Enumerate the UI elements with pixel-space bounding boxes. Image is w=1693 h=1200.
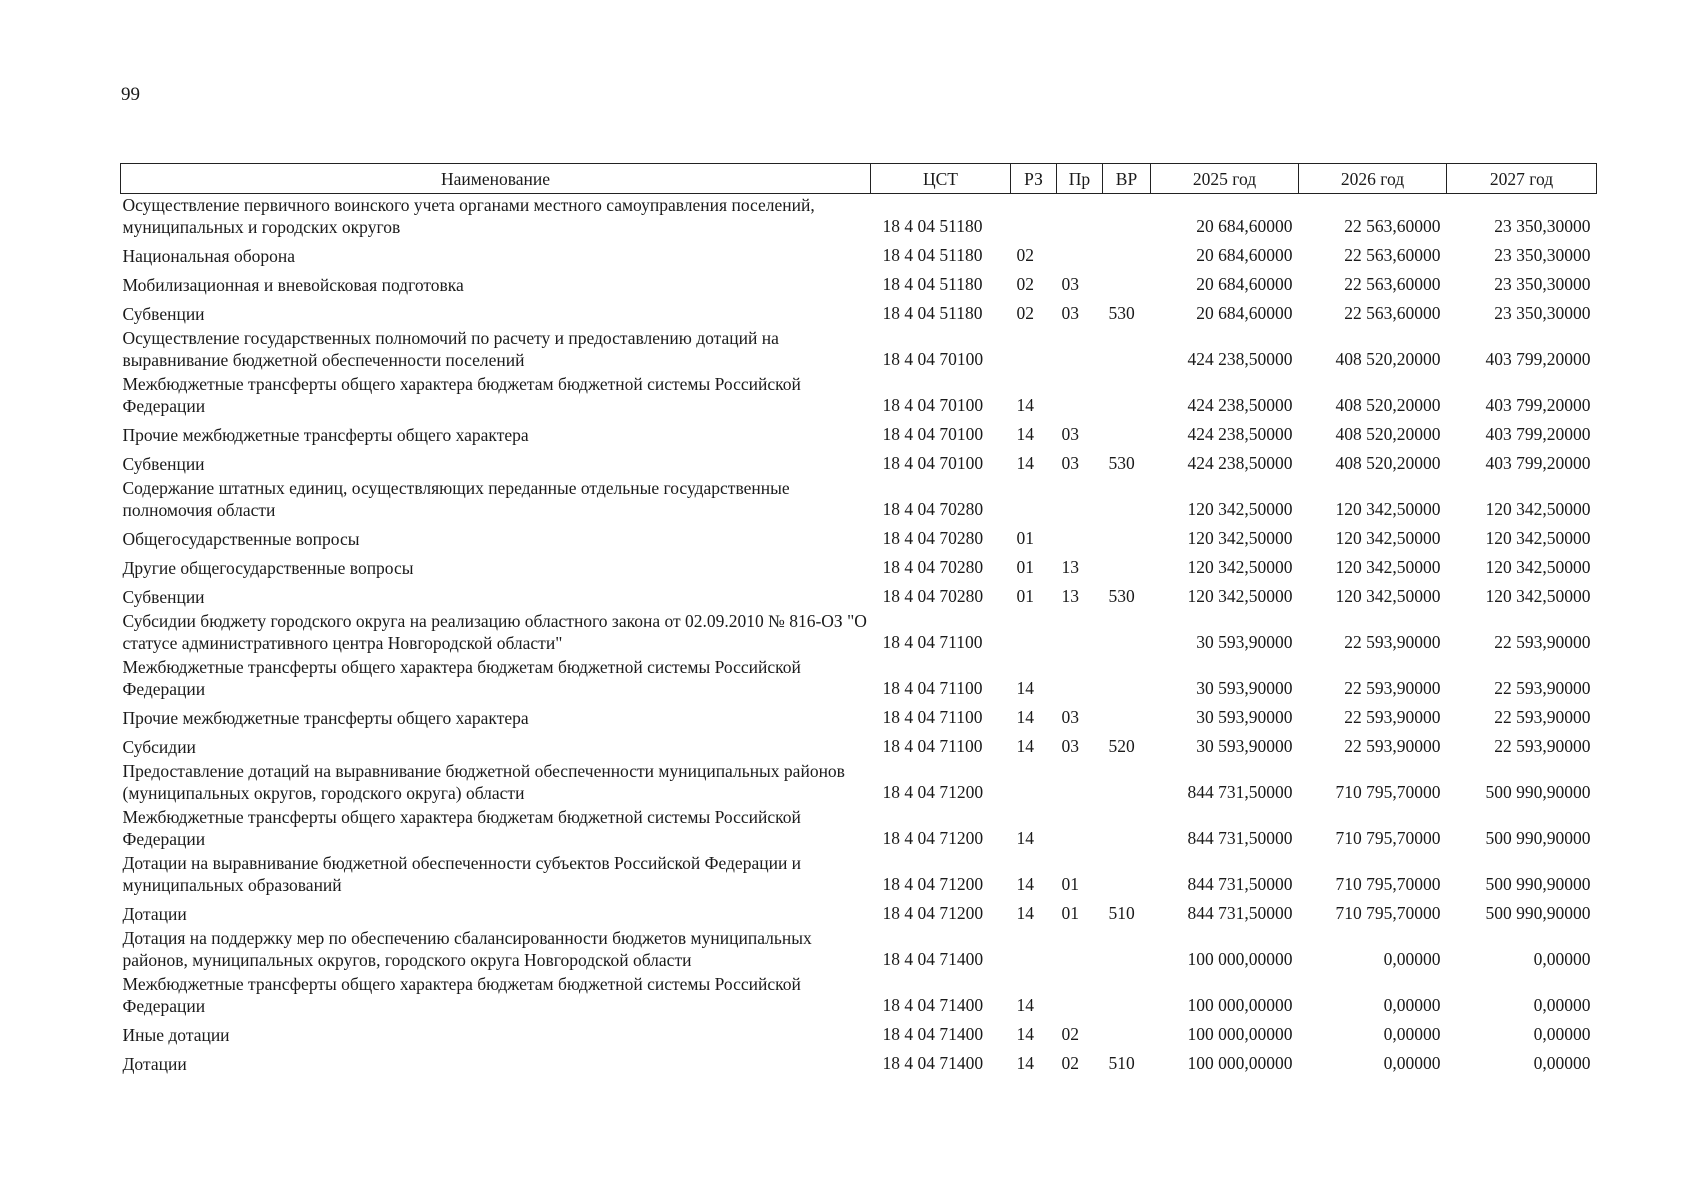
cell-vr [1103,552,1151,581]
cell-year-2026: 0,00000 [1383,1053,1441,1073]
cell-rz: 14 [1016,707,1034,727]
cell-vr [1103,702,1151,731]
cell-year-2026: 22 593,90000 [1344,707,1441,727]
cell-cst: 18 4 04 71200 [882,782,984,802]
cell-year-2026: 22 563,60000 [1344,245,1441,265]
cell-year-2027: 120 342,50000 [1485,499,1591,519]
cell-year-2025: 844 731,50000 [1187,828,1293,848]
table-row [121,760,1597,806]
cell-rz [1011,327,1057,373]
cell-year-2025: 120 342,50000 [1187,528,1293,548]
cell-year-2027: 500 990,90000 [1485,903,1591,923]
table-row [121,327,1597,373]
cell-vr [1103,373,1151,419]
cell-pr: 03 [1061,453,1079,473]
cell-vr [1103,327,1151,373]
cell-year-2026: 0,00000 [1383,949,1441,969]
cell-vr [1103,523,1151,552]
cell-year-2027: 403 799,20000 [1485,349,1591,369]
table-row [121,194,1597,241]
cell-name: Субвенции [122,304,205,324]
cell-pr: 03 [1061,424,1079,444]
cell-year-2025: 844 731,50000 [1187,903,1293,923]
cell-vr [1103,1019,1151,1048]
cell-rz: 14 [1016,903,1034,923]
cell-rz [1011,194,1057,241]
cell-year-2025: 30 593,90000 [1196,707,1293,727]
page-number: 99 [121,84,140,105]
cell-cst: 18 4 04 51180 [882,274,983,294]
cell-vr [1103,760,1151,806]
cell-vr [1103,194,1151,241]
table-row [121,477,1597,523]
cell-pr: 02 [1061,1053,1079,1073]
cell-year-2026: 710 795,70000 [1335,782,1441,802]
table-row [121,448,1597,477]
table-row [121,269,1597,298]
table-row [121,898,1597,927]
cell-pr [1057,327,1103,373]
table-row [121,610,1597,656]
cell-vr: 530 [1108,453,1135,473]
cell-pr: 03 [1061,707,1079,727]
cell-pr [1057,806,1103,852]
cell-vr: 510 [1108,903,1135,923]
cell-rz: 01 [1016,528,1034,548]
cell-year-2027: 22 593,90000 [1494,707,1591,727]
cell-year-2026: 120 342,50000 [1335,528,1441,548]
table-row [121,973,1597,1019]
cell-cst: 18 4 04 70100 [882,453,984,473]
cell-rz: 02 [1016,274,1034,294]
cell-year-2026: 22 563,60000 [1344,274,1441,294]
cell-year-2025: 20 684,60000 [1196,274,1293,294]
budget-table [120,163,1597,1077]
cell-cst: 18 4 04 71400 [882,995,984,1015]
cell-pr [1057,523,1103,552]
cell-vr: 520 [1108,736,1135,756]
cell-pr: 01 [1061,874,1079,894]
cell-pr: 03 [1061,303,1079,323]
cell-name: Прочие межбюджетные трансферты общего характера [122,708,529,728]
cell-name: Содержание штатных единиц, осуществляющих переданные отдельные государственные полномочия области [122,478,790,520]
cell-year-2025: 30 593,90000 [1196,736,1293,756]
table-row [121,806,1597,852]
cell-name: Общегосударственные вопросы [122,529,360,549]
cell-vr [1103,419,1151,448]
header-pr: Пр [1057,164,1103,194]
cell-year-2027: 0,00000 [1533,1024,1591,1044]
table-body [121,194,1597,1078]
cell-name: Дотации на выравнивание бюджетной обеспеченности субъектов Российской Федерации и муниципальных образований [122,853,802,895]
cell-year-2027: 23 350,30000 [1494,216,1591,236]
table-header [121,164,1597,194]
cell-year-2025: 30 593,90000 [1196,632,1293,652]
cell-pr: 03 [1061,274,1079,294]
cell-vr [1103,927,1151,973]
cell-cst: 18 4 04 70100 [882,349,984,369]
cell-rz: 14 [1016,828,1034,848]
header-cst: ЦСТ [871,164,1011,194]
cell-vr: 530 [1108,303,1135,323]
cell-cst: 18 4 04 70100 [882,395,984,415]
cell-name: Национальная оборона [122,246,295,266]
cell-name: Межбюджетные трансферты общего характера бюджетам бюджетной системы Российской Федерации [122,974,801,1016]
table-row [121,656,1597,702]
cell-pr [1057,610,1103,656]
cell-pr [1057,240,1103,269]
cell-vr: 510 [1108,1053,1135,1073]
table-row [121,523,1597,552]
cell-name: Межбюджетные трансферты общего характера бюджетам бюджетной системы Российской Федерации [122,374,801,416]
cell-name: Осуществление первичного воинского учета органами местного самоуправления поселений, муниципальных и городских округов [122,195,815,237]
cell-year-2027: 22 593,90000 [1494,632,1591,652]
cell-year-2026: 710 795,70000 [1335,903,1441,923]
cell-year-2026: 22 593,90000 [1344,678,1441,698]
cell-name: Межбюджетные трансферты общего характера бюджетам бюджетной системы Российской Федерации [122,807,801,849]
cell-year-2025: 20 684,60000 [1196,245,1293,265]
cell-name: Субсидии бюджету городского округа на реализацию областного закона от 02.09.2010 № 816-ОЗ "О статусе административного центра Новгородской области" [122,611,867,653]
cell-cst: 18 4 04 71200 [882,828,984,848]
cell-cst: 18 4 04 70100 [882,424,984,444]
cell-year-2026: 710 795,70000 [1335,828,1441,848]
cell-rz: 14 [1016,453,1034,473]
cell-vr [1103,656,1151,702]
cell-year-2025: 20 684,60000 [1196,216,1293,236]
cell-year-2027: 0,00000 [1533,949,1591,969]
cell-year-2025: 100 000,00000 [1187,949,1293,969]
cell-cst: 18 4 04 71100 [882,632,983,652]
cell-year-2026: 408 520,20000 [1335,395,1441,415]
cell-name: Субвенции [122,587,205,607]
cell-rz [1011,760,1057,806]
cell-rz: 14 [1016,1024,1034,1044]
cell-cst: 18 4 04 70280 [882,499,984,519]
cell-rz: 14 [1016,736,1034,756]
cell-vr [1103,240,1151,269]
cell-year-2026: 710 795,70000 [1335,874,1441,894]
cell-pr: 03 [1061,736,1079,756]
header-year-2027: 2027 год [1447,164,1597,194]
cell-year-2025: 424 238,50000 [1187,453,1293,473]
table-row [121,581,1597,610]
cell-vr [1103,806,1151,852]
cell-rz [1011,927,1057,973]
table-row [121,552,1597,581]
cell-year-2025: 30 593,90000 [1196,678,1293,698]
cell-pr [1057,973,1103,1019]
cell-name: Дотации [122,904,187,924]
cell-cst: 18 4 04 51180 [882,245,983,265]
cell-rz: 14 [1016,995,1034,1015]
cell-cst: 18 4 04 71100 [882,678,983,698]
cell-year-2027: 403 799,20000 [1485,395,1591,415]
cell-name: Иные дотации [122,1025,230,1045]
cell-cst: 18 4 04 70280 [882,586,984,606]
cell-pr [1057,760,1103,806]
table-row [121,373,1597,419]
cell-year-2025: 100 000,00000 [1187,1053,1293,1073]
cell-cst: 18 4 04 71100 [882,707,983,727]
header-vr: ВР [1103,164,1151,194]
table-row [121,731,1597,760]
table-row [121,1019,1597,1048]
cell-pr: 01 [1061,903,1079,923]
cell-cst: 18 4 04 71200 [882,874,984,894]
cell-year-2026: 22 593,90000 [1344,736,1441,756]
cell-name: Дотация на поддержку мер по обеспечению сбалансированности бюджетов муниципальных районов, муниципальных округов, городского округа Новгородской области [122,928,812,970]
table-row [121,1048,1597,1077]
cell-year-2026: 22 563,60000 [1344,216,1441,236]
cell-cst: 18 4 04 71400 [882,949,984,969]
cell-rz: 02 [1016,303,1034,323]
table-row [121,298,1597,327]
cell-year-2027: 22 593,90000 [1494,736,1591,756]
cell-year-2025: 100 000,00000 [1187,1024,1293,1044]
cell-year-2027: 500 990,90000 [1485,874,1591,894]
cell-cst: 18 4 04 71400 [882,1024,984,1044]
cell-year-2026: 408 520,20000 [1335,424,1441,444]
header-year-2025: 2025 год [1151,164,1299,194]
cell-vr [1103,973,1151,1019]
cell-vr: 530 [1108,586,1135,606]
cell-name: Другие общегосударственные вопросы [122,558,414,578]
cell-year-2026: 120 342,50000 [1335,499,1441,519]
cell-rz: 14 [1016,678,1034,698]
cell-name: Субвенции [122,454,205,474]
cell-rz: 14 [1016,1053,1034,1073]
cell-year-2027: 500 990,90000 [1485,828,1591,848]
cell-cst: 18 4 04 70280 [882,528,984,548]
cell-year-2027: 120 342,50000 [1485,557,1591,577]
cell-year-2026: 0,00000 [1383,995,1441,1015]
cell-year-2025: 20 684,60000 [1196,303,1293,323]
cell-cst: 18 4 04 70280 [882,557,984,577]
cell-year-2026: 120 342,50000 [1335,586,1441,606]
cell-pr [1057,927,1103,973]
cell-year-2027: 22 593,90000 [1494,678,1591,698]
cell-year-2027: 0,00000 [1533,995,1591,1015]
cell-year-2025: 424 238,50000 [1187,424,1293,444]
cell-pr [1057,477,1103,523]
cell-name: Субсидии [122,737,196,757]
cell-year-2026: 120 342,50000 [1335,557,1441,577]
cell-year-2026: 408 520,20000 [1335,453,1441,473]
cell-year-2025: 120 342,50000 [1187,586,1293,606]
cell-vr [1103,477,1151,523]
cell-year-2025: 120 342,50000 [1187,557,1293,577]
cell-vr [1103,269,1151,298]
cell-rz: 14 [1016,874,1034,894]
cell-pr: 02 [1061,1024,1079,1044]
cell-cst: 18 4 04 71200 [882,903,984,923]
cell-name: Дотации [122,1054,187,1074]
cell-pr: 13 [1061,557,1079,577]
cell-rz [1011,610,1057,656]
cell-rz: 14 [1016,424,1034,444]
cell-pr: 13 [1061,586,1079,606]
cell-year-2025: 120 342,50000 [1187,499,1293,519]
cell-rz: 01 [1016,557,1034,577]
table-row [121,419,1597,448]
cell-name: Межбюджетные трансферты общего характера бюджетам бюджетной системы Российской Федерации [122,657,801,699]
cell-year-2027: 23 350,30000 [1494,303,1591,323]
header-rz: РЗ [1011,164,1057,194]
cell-name: Мобилизационная и вневойсковая подготовка [122,275,464,295]
table-row [121,852,1597,898]
table-row [121,927,1597,973]
cell-name: Предоставление дотаций на выравнивание бюджетной обеспеченности муниципальных районов (муниципальных округов, городского округа) области [122,761,845,803]
cell-pr [1057,373,1103,419]
cell-year-2027: 500 990,90000 [1485,782,1591,802]
cell-cst: 18 4 04 71400 [882,1053,984,1073]
cell-year-2026: 0,00000 [1383,1024,1441,1044]
cell-year-2025: 844 731,50000 [1187,782,1293,802]
cell-year-2025: 424 238,50000 [1187,349,1293,369]
cell-vr [1103,852,1151,898]
cell-year-2027: 403 799,20000 [1485,453,1591,473]
header-row [121,164,1597,194]
cell-year-2027: 403 799,20000 [1485,424,1591,444]
header-name: Наименование [121,164,871,194]
cell-year-2027: 23 350,30000 [1494,245,1591,265]
cell-cst: 18 4 04 51180 [882,303,983,323]
cell-year-2025: 100 000,00000 [1187,995,1293,1015]
cell-year-2026: 408 520,20000 [1335,349,1441,369]
cell-year-2027: 23 350,30000 [1494,274,1591,294]
header-year-2026: 2026 год [1299,164,1447,194]
cell-pr [1057,656,1103,702]
cell-cst: 18 4 04 71100 [882,736,983,756]
cell-rz [1011,477,1057,523]
cell-name: Осуществление государственных полномочий по расчету и предоставлению дотаций на выравнивание бюджетной обеспеченности поселений [122,328,779,370]
table-row [121,240,1597,269]
cell-year-2025: 424 238,50000 [1187,395,1293,415]
cell-year-2026: 22 563,60000 [1344,303,1441,323]
cell-year-2026: 22 593,90000 [1344,632,1441,652]
cell-cst: 18 4 04 51180 [882,216,983,236]
cell-name: Прочие межбюджетные трансферты общего характера [122,425,529,445]
cell-rz: 01 [1016,586,1034,606]
cell-rz: 02 [1016,245,1034,265]
cell-year-2027: 120 342,50000 [1485,528,1591,548]
cell-rz: 14 [1016,395,1034,415]
cell-year-2027: 0,00000 [1533,1053,1591,1073]
cell-vr [1103,610,1151,656]
table-row [121,702,1597,731]
cell-pr [1057,194,1103,241]
cell-year-2027: 120 342,50000 [1485,586,1591,606]
cell-year-2025: 844 731,50000 [1187,874,1293,894]
